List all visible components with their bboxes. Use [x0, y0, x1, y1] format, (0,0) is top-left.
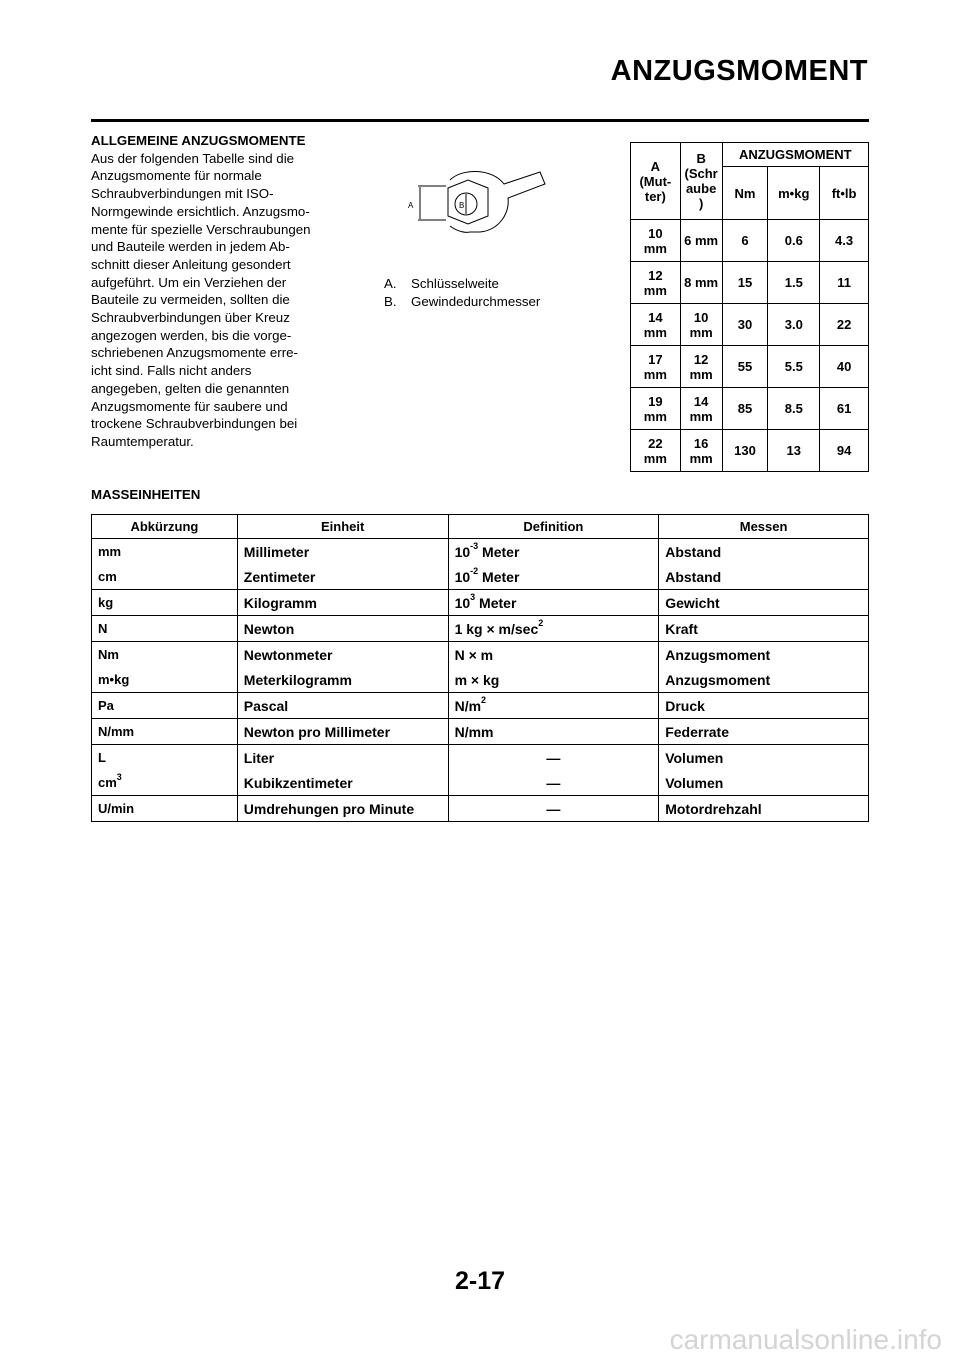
header-abbreviation: Abkürzung: [92, 515, 238, 539]
table-row: [92, 667, 869, 693]
wrench-nut-diagram: [400, 160, 550, 250]
header-unit: Einheit: [237, 515, 448, 539]
abbreviation-cell: m•kg: [92, 667, 238, 693]
intro-heading: ALLGEMEINE ANZUGSMOMENTE: [91, 133, 306, 148]
header-measure: Messen: [659, 515, 869, 539]
unit-cell: Zentimeter: [237, 564, 448, 590]
definition-cell: $N/m^2$: [448, 693, 659, 719]
table-row: 12 mm 8 mm 15 1.5 11: [631, 262, 869, 304]
measure-cell: Abstand: [659, 564, 869, 590]
measure-cell: Abstand: [659, 539, 869, 565]
table-row: 14 mm 10 mm 30 3.0 22: [631, 304, 869, 346]
abbreviation-cell: L: [92, 745, 238, 771]
measure-cell: Volumen: [659, 770, 869, 796]
unit-cell: Kubikzentimeter: [237, 770, 448, 796]
abbreviation-cell: N/mm: [92, 719, 238, 745]
definition-cell: —: [448, 770, 659, 796]
table-row: [92, 564, 869, 590]
abbreviation-cell: $cm^3$: [92, 770, 238, 796]
unit-cell: Liter: [237, 745, 448, 771]
definition-cell: N × m: [448, 642, 659, 668]
table-row: [92, 616, 869, 642]
unit-cell: Newtonmeter: [237, 642, 448, 668]
nut-icon: [448, 180, 488, 224]
units-table: [91, 514, 869, 822]
definition-cell: $10^{-2}$ Meter: [448, 564, 659, 590]
unit-cell: Millimeter: [237, 539, 448, 565]
table-row: [92, 719, 869, 745]
measure-cell: Volumen: [659, 745, 869, 771]
table-row: 10 mm 6 mm 6 0.6 4.3: [631, 220, 869, 262]
header-ftlb: ft•lb: [820, 167, 869, 220]
abbreviation-cell: U/min: [92, 796, 238, 822]
abbreviation-cell: mm: [92, 539, 238, 565]
header-nm: Nm: [722, 167, 768, 220]
table-row: 22 mm 16 mm 130 13 94: [631, 430, 869, 472]
label-a: A: [408, 201, 414, 210]
table-row: [92, 693, 869, 719]
legend-item: B. Gewindedurchmesser: [384, 293, 541, 309]
measure-cell: Druck: [659, 693, 869, 719]
definition-cell: $10^{-3}$ Meter: [448, 539, 659, 565]
definition-cell: 1 kg × $m/\sec^2$: [448, 616, 659, 642]
abbreviation-cell: kg: [92, 590, 238, 616]
definition-cell: $10^3$ Meter: [448, 590, 659, 616]
table-row: [92, 745, 869, 771]
torque-table: [630, 142, 869, 472]
label-b: B: [459, 201, 465, 210]
unit-cell: Newton: [237, 616, 448, 642]
page-title: ANZUGSMOMENT: [610, 55, 868, 87]
abbreviation-cell: Nm: [92, 642, 238, 668]
measure-cell: Motordrehzahl: [659, 796, 869, 822]
table-row: 19 mm 14 mm 85 8.5 61: [631, 388, 869, 430]
intro-section: [91, 132, 341, 451]
legend-item: A. Schlüsselweite: [384, 276, 499, 291]
measure-cell: Gewicht: [659, 590, 869, 616]
definition-cell: —: [448, 796, 659, 822]
table-row: 17 mm 12 mm 55 5.5 40: [631, 346, 869, 388]
abbreviation-cell: N: [92, 616, 238, 642]
intro-text: Aus der folgenden Tabelle sind die Anzugsmomente für normale Schraubverbindungen mit ISO- Normgewinde ersichtlich. Anzugsmo- mente für spezielle Verschraubungen und Bauteile werden in jedem Ab- schnitt dieser Anleitung gesondert aufgeführt. Um ein Verziehen der Bauteile zu vermeiden, sollten die Schraubverbindungen über Kreuz angezogen werden, bis die vorge- schriebenen Anzugsmomente erre- icht sind. Falls nicht anders angegeben, gelten die genannten Anzugsmomente für saubere und trockene Schraubverbindungen bei Raumtemperatur.: [91, 150, 311, 449]
header-torque-group: ANZUGSMOMENT: [722, 143, 868, 167]
definition-cell: m × kg: [448, 667, 659, 693]
units-title: MASSEINHEITEN: [91, 487, 201, 502]
header-definition: Definition: [448, 515, 659, 539]
figure-legend: [384, 275, 540, 310]
abbreviation-cell: Pa: [92, 693, 238, 719]
unit-cell: Meterkilogramm: [237, 667, 448, 693]
measure-cell: Anzugsmoment: [659, 667, 869, 693]
unit-cell: Pascal: [237, 693, 448, 719]
unit-cell: Kilogramm: [237, 590, 448, 616]
table-row: [92, 770, 869, 796]
header-mkg: m•kg: [768, 167, 820, 220]
measure-cell: Federrate: [659, 719, 869, 745]
definition-cell: N/mm: [448, 719, 659, 745]
header-nut-width: A (Mut- ter): [631, 143, 681, 220]
header-thread-diameter: B (Schr aube ): [680, 143, 722, 220]
unit-cell: Umdrehungen pro Minute: [237, 796, 448, 822]
table-row: [92, 539, 869, 565]
watermark: carmanualsonline.info: [669, 1324, 942, 1355]
abbreviation-cell: cm: [92, 564, 238, 590]
table-row: [92, 590, 869, 616]
unit-cell: Newton pro Millimeter: [237, 719, 448, 745]
header-rule: [91, 119, 869, 122]
measure-cell: Anzugsmoment: [659, 642, 869, 668]
definition-cell: —: [448, 745, 659, 771]
measure-cell: Kraft: [659, 616, 869, 642]
table-row: [92, 796, 869, 822]
table-row: [92, 642, 869, 668]
page-number: 2-17: [454, 1267, 506, 1295]
